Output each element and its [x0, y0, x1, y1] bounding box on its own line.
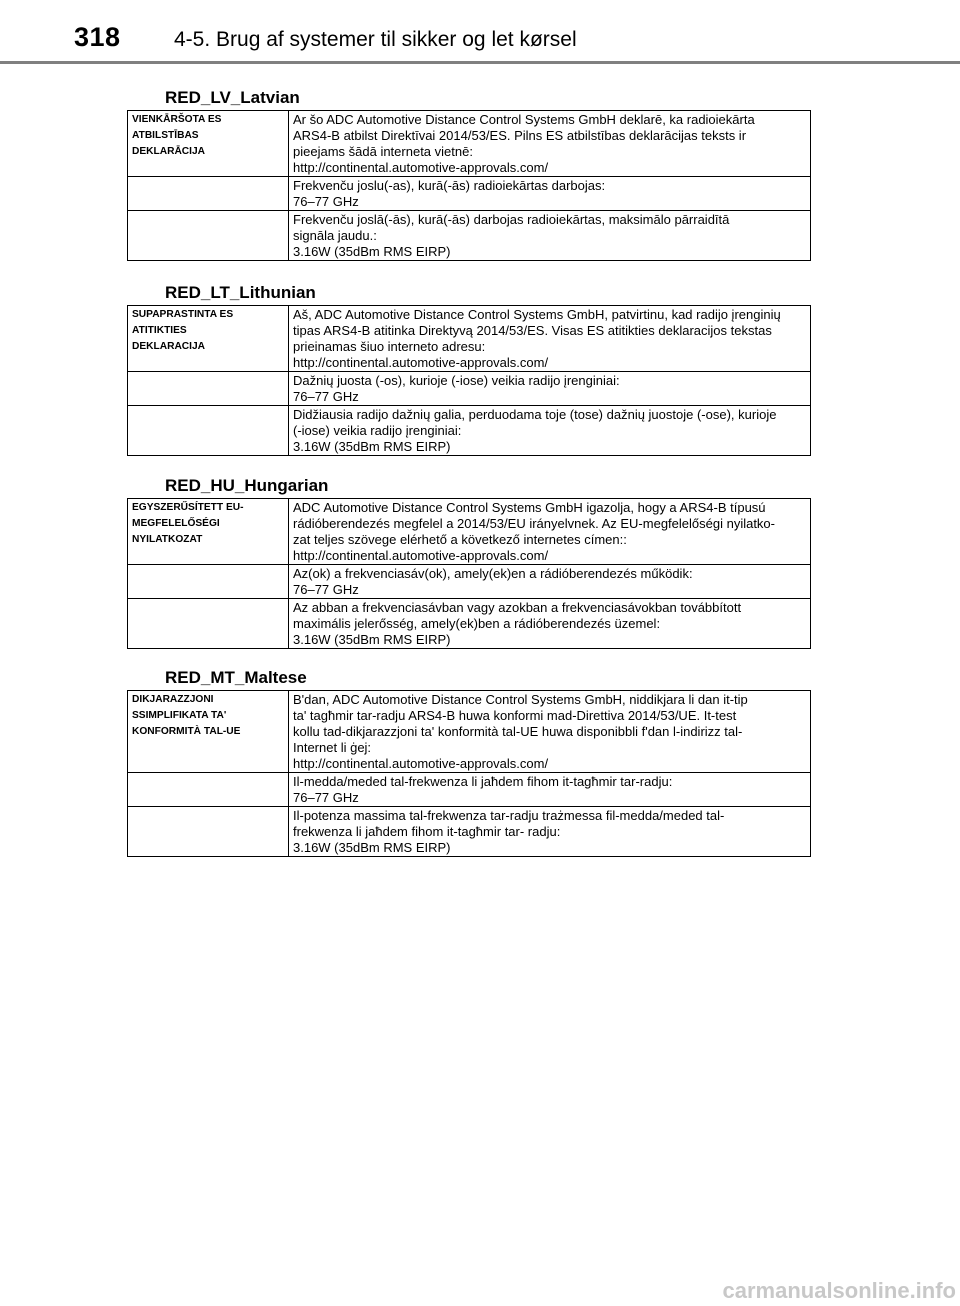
declaration-text-line: B'dan, ADC Automotive Distance Control Systems GmbH, niddikjara li dan it-tip: [293, 692, 748, 707]
declaration-label-cell: [128, 807, 289, 857]
declaration-text-line: tipas ARS4-B atitinka Direktyvą 2014/53/ES. Visas ES atitikties deklaracijos tekstas: [293, 323, 772, 338]
declaration-text-line: Dažnių juosta (-os), kurioje (-iose) veikia radijo įrenginiai:: [293, 373, 620, 388]
declaration-table: [127, 110, 811, 261]
declaration-text-line: kollu tad-dikjarazzjoni ta' konformità tal-UE huwa disponibbli f'dan l-indirizz tal-: [293, 724, 743, 739]
declaration-text-line: Az abban a frekvenciasávban vagy azokban a frekvenciasávokban továbbított: [293, 600, 742, 615]
table-row: [128, 565, 811, 599]
declaration-text-line: ADC Automotive Distance Control Systems GmbH igazolja, hogy a ARS4-B típusú: [293, 500, 766, 515]
section-hungarian: [127, 476, 811, 650]
declaration-label-line: DEKLARACIJA: [132, 341, 206, 352]
declaration-text-cell: [289, 565, 811, 599]
declaration-text-cell: [289, 691, 811, 773]
declaration-table: [127, 305, 811, 456]
table-row: [128, 773, 811, 807]
declaration-text-line: 3.16W (35dBm RMS EIRP): [293, 632, 451, 647]
watermark-text: carmanualsonline.info: [722, 1278, 956, 1303]
declaration-text-line: Didžiausia radijo dažnių galia, perduodama toje (tose) dažnių juostoje (-ose), kurioje: [293, 407, 777, 422]
declaration-text-line: ta' tagħmir tar-radju ARS4-B huwa konformi mad-Direttiva 2014/53/UE. It-test: [293, 708, 737, 723]
declaration-text-cell: [289, 599, 811, 649]
declaration-text-line: prieinamas šiuo interneto adresu:: [293, 339, 486, 354]
declaration-text-cell: [289, 211, 811, 261]
declaration-label-cell: [128, 691, 289, 773]
declaration-text-line: 76–77 GHz: [293, 582, 359, 597]
declaration-text-cell: [289, 807, 811, 857]
declaration-text-line: Aš, ADC Automotive Distance Control Systems GmbH, patvirtinu, kad radijo įrenginių: [293, 307, 781, 322]
declaration-label-line: DEKLARĀCIJA: [132, 146, 206, 157]
table-row: [128, 599, 811, 649]
section-latvian: [127, 88, 811, 264]
declaration-label-line: NYILATKOZAT: [132, 534, 203, 545]
declaration-text-line: frekwenza li jaħdem fihom it-tagħmir tar- radju:: [293, 824, 561, 839]
declaration-text-line: signāla jaudu.:: [293, 228, 377, 243]
declaration-label-cell: [128, 177, 289, 211]
declaration-label-cell: [128, 211, 289, 261]
chapter-title: 4-5. Brug af systemer til sikker og let kørsel: [174, 28, 577, 51]
declaration-text-line: 3.16W (35dBm RMS EIRP): [293, 439, 451, 454]
declaration-text-line: http://continental.automotive-approvals.com/: [293, 548, 549, 563]
table-row: [128, 499, 811, 565]
declaration-label-line: VIENKĀRŠOTA ES: [132, 114, 222, 125]
declaration-text-line: Internet li ġej:: [293, 740, 372, 755]
declaration-label-line: DIKJARAZZJONI: [132, 694, 214, 705]
table-row: [128, 807, 811, 857]
page-header: [0, 0, 960, 62]
table-row: [128, 691, 811, 773]
declaration-text-line: http://continental.automotive-approvals.com/: [293, 355, 549, 370]
declaration-label-line: ATITIKTIES: [132, 325, 187, 336]
page-number: 318: [74, 22, 121, 52]
declaration-text-cell: [289, 372, 811, 406]
declaration-label-cell: [128, 372, 289, 406]
declaration-text-line: (-iose) veikia radijo įrenginiai:: [293, 423, 462, 438]
declaration-text-line: http://continental.automotive-approvals.com/: [293, 160, 549, 175]
declaration-label-cell: [128, 111, 289, 177]
section-title: RED_MT_Maltese: [165, 668, 307, 687]
declaration-text-line: Frekvenču joslu(-as), kurā(-ās) radioiekārtas darbojas:: [293, 178, 606, 193]
declaration-text-line: 76–77 GHz: [293, 389, 359, 404]
declaration-text-line: zat teljes szövege elérhető a következő internetes címen::: [293, 532, 627, 547]
declaration-table: [127, 690, 811, 857]
section-title: RED_LT_Lithunian: [165, 283, 316, 302]
declaration-text-cell: [289, 406, 811, 456]
table-row: [128, 306, 811, 372]
declaration-text-line: 3.16W (35dBm RMS EIRP): [293, 840, 451, 855]
declaration-label-cell: [128, 499, 289, 565]
section-title: RED_LV_Latvian: [165, 88, 300, 107]
declaration-label-line: MEGFELELŐSÉGI: [132, 518, 220, 529]
declaration-text-line: Ar šo ADC Automotive Distance Control Systems GmbH deklarē, ka radioiekārta: [293, 112, 755, 127]
table-row: [128, 211, 811, 261]
declaration-label-cell: [128, 599, 289, 649]
declaration-label-line: EGYSZERŰSÍTETT EU-: [132, 502, 244, 513]
declaration-label-cell: [128, 773, 289, 807]
declaration-text-line: pieejams šādā interneta vietnē:: [293, 144, 473, 159]
declaration-text-cell: [289, 499, 811, 565]
declaration-text-line: 76–77 GHz: [293, 790, 359, 805]
declaration-label-cell: [128, 565, 289, 599]
declaration-text-line: 76–77 GHz: [293, 194, 359, 209]
declaration-label-line: SUPAPRASTINTA ES: [132, 309, 234, 320]
declaration-label-cell: [128, 306, 289, 372]
declaration-label-line: KONFORMITÀ TAL-UE: [132, 726, 241, 737]
declaration-text-line: 3.16W (35dBm RMS EIRP): [293, 244, 451, 259]
declaration-text-cell: [289, 773, 811, 807]
declaration-text-line: Az(ok) a frekvenciasáv(ok), amely(ek)en a rádióberendezés működik:: [293, 566, 693, 581]
declaration-text-cell: [289, 111, 811, 177]
section-maltese: [127, 668, 811, 856]
section-lithuanian: [127, 283, 811, 455]
declaration-label-cell: [128, 406, 289, 456]
declaration-text-cell: [289, 306, 811, 372]
declaration-text-line: ARS4-B atbilst Direktīvai 2014/53/ES. Pilns ES atbilstības deklarācijas teksts ir: [293, 128, 747, 143]
table-row: [128, 177, 811, 211]
table-row: [128, 372, 811, 406]
declaration-text-line: maximális jelerősség, amely(ek)ben a rádióberendezés üzemel:: [293, 616, 661, 631]
declaration-text-line: Il-medda/meded tal-frekwenza li jaħdem fihom it-tagħmir tar-radju:: [293, 774, 673, 789]
section-title: RED_HU_Hungarian: [165, 476, 329, 495]
table-row: [128, 406, 811, 456]
declaration-label-line: ATBILSTĪBAS: [132, 130, 199, 141]
declaration-label-line: SSIMPLIFIKATA TA': [132, 710, 227, 721]
declaration-text-line: rádióberendezés megfelel a 2014/53/EU irányelvnek. Az EU-megfelelőségi nyilatko-: [293, 516, 775, 531]
header-rule: [0, 61, 960, 64]
declaration-text-line: http://continental.automotive-approvals.com/: [293, 756, 549, 771]
declaration-text-line: Il-potenza massima tal-frekwenza tar-radju trażmessa fil-medda/meded tal-: [293, 808, 725, 823]
declaration-text-cell: [289, 177, 811, 211]
declaration-text-line: Frekvenču joslā(-ās), kurā(-ās) darbojas radioiekārtas, maksimālo pārraidītā: [293, 212, 730, 227]
declaration-table: [127, 498, 811, 649]
table-row: [128, 111, 811, 177]
